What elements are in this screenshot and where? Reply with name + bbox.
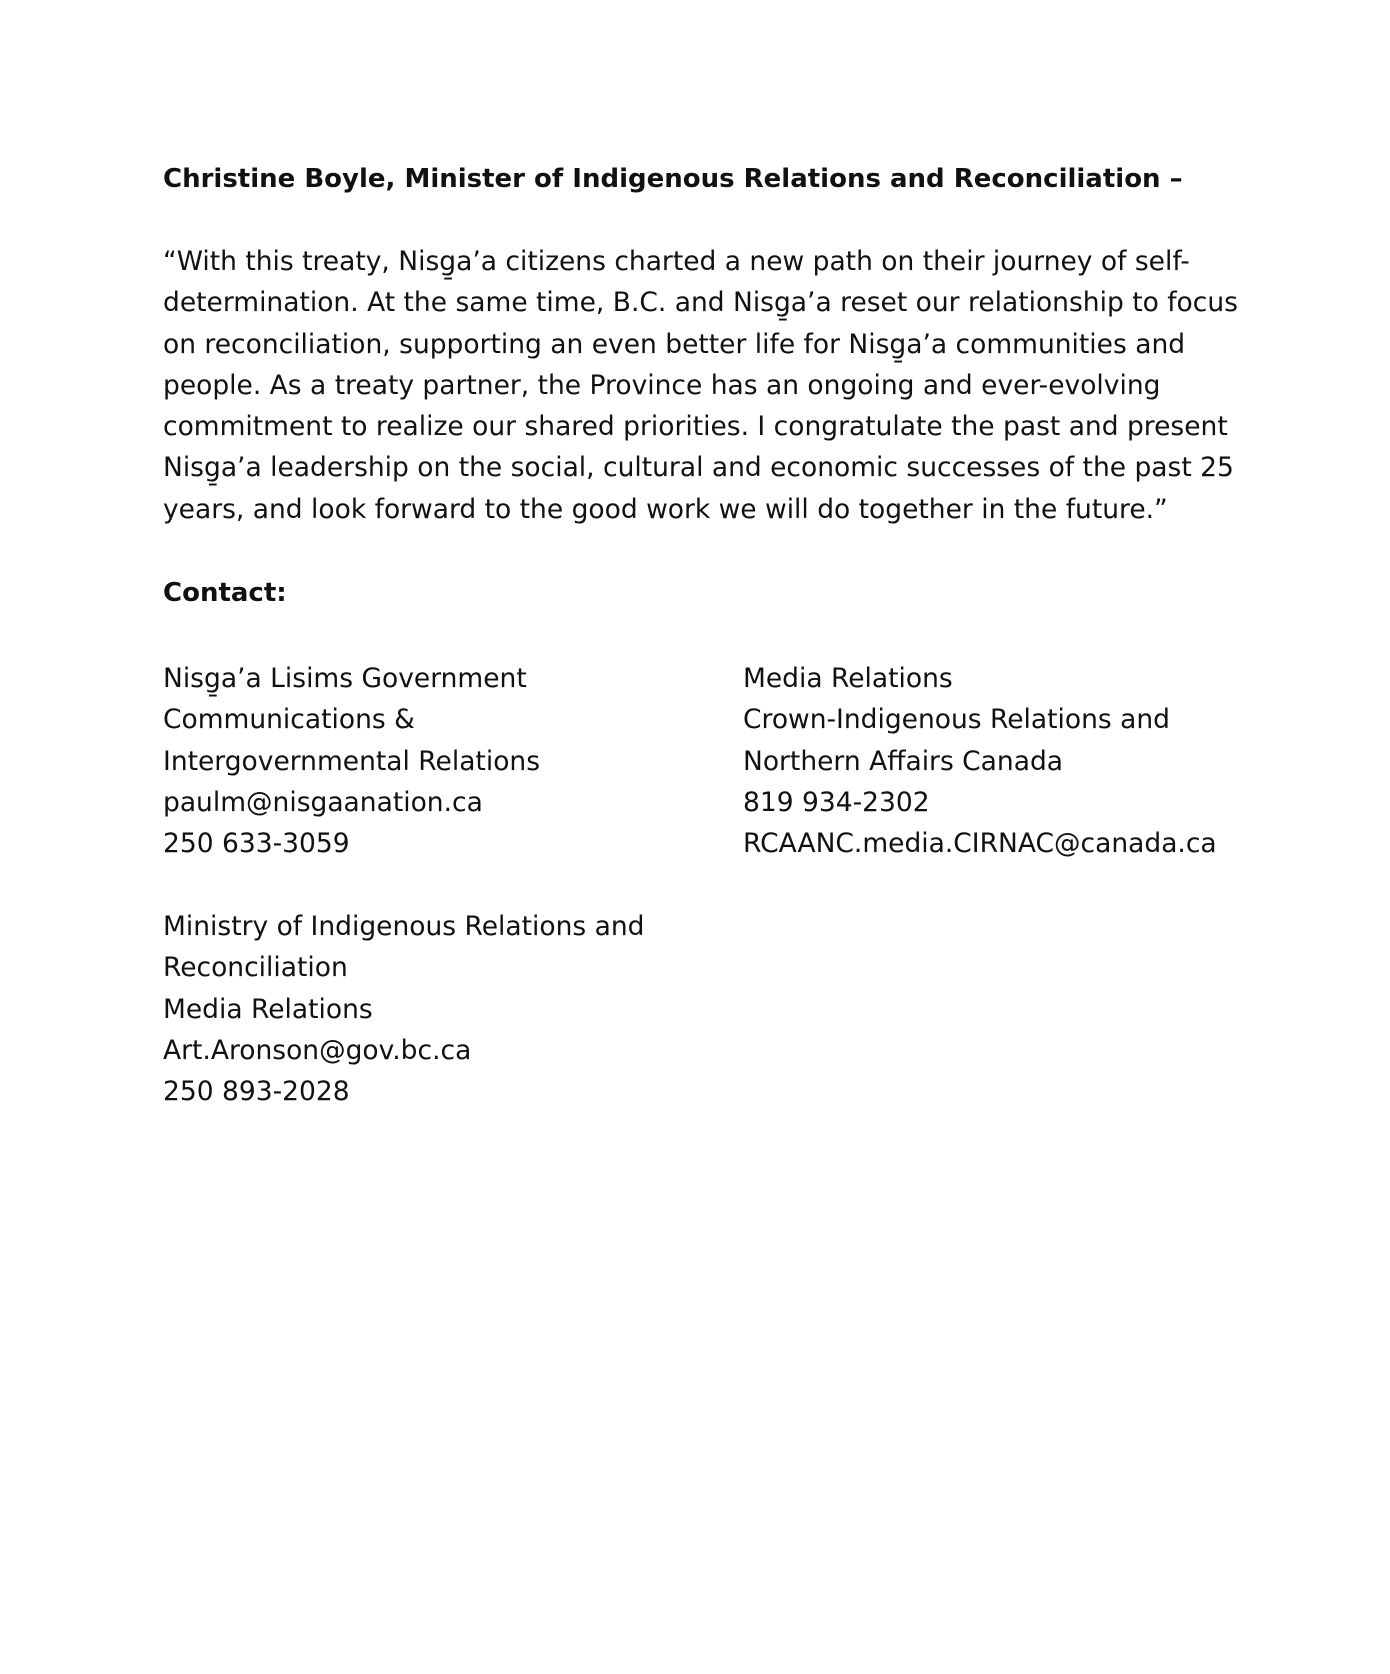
contact-org: Nisg̱a’a Lisims Government xyxy=(163,663,527,695)
contact-email: paulm@nisgaanation.ca xyxy=(163,786,483,818)
contact-email: RCAANC.media.CIRNAC@canada.ca xyxy=(743,828,1217,860)
contact-phone: 819 934-2302 xyxy=(743,786,930,818)
contact-department: Media Relations xyxy=(163,993,373,1025)
quote-paragraph: “With this treaty, Nisg̱a’a citizens charted a new path on their journey of self-determination. At the same time, B.C. and Nisg̱a’a reset our relationship to focus on reconciliation, supporting an even better life for Nisg̱a’a communities and people. As a treaty partner, the Province has an ongoing and ever-evolving commitment to realize our shared priorities. I congratulate the past and present Nisg̱a’a leadership on the social, cultural and economic successes of the past 25 years, and look forward to the good work we will do together in the future.” xyxy=(163,246,1238,525)
contact-phone: 250 633-3059 xyxy=(163,828,350,860)
contact-ministry xyxy=(163,906,644,1112)
contact-org: Ministry of Indigenous Relations and xyxy=(163,911,645,943)
contact-department: Communications & xyxy=(163,704,415,736)
contact-nisgaa-lisims xyxy=(163,658,540,864)
contacts-section xyxy=(163,658,1233,1118)
contact-email: Art.Aronson@gov.bc.ca xyxy=(163,1034,472,1066)
document-page xyxy=(163,160,1238,1118)
contact-org: Reconciliation xyxy=(163,952,348,984)
contact-department: Media Relations xyxy=(743,663,953,695)
contact-org: Northern Affairs Canada xyxy=(743,745,1064,777)
contact-heading: Contact: xyxy=(163,578,287,609)
contact-department: Intergovernmental Relations xyxy=(163,745,541,777)
contact-org: Crown-Indigenous Relations and xyxy=(743,704,1170,736)
contact-phone: 250 893-2028 xyxy=(163,1076,350,1108)
speaker-heading: Christine Boyle, Minister of Indigenous Relations and Reconciliation – xyxy=(163,164,1183,194)
contact-cirnac xyxy=(743,658,1217,864)
